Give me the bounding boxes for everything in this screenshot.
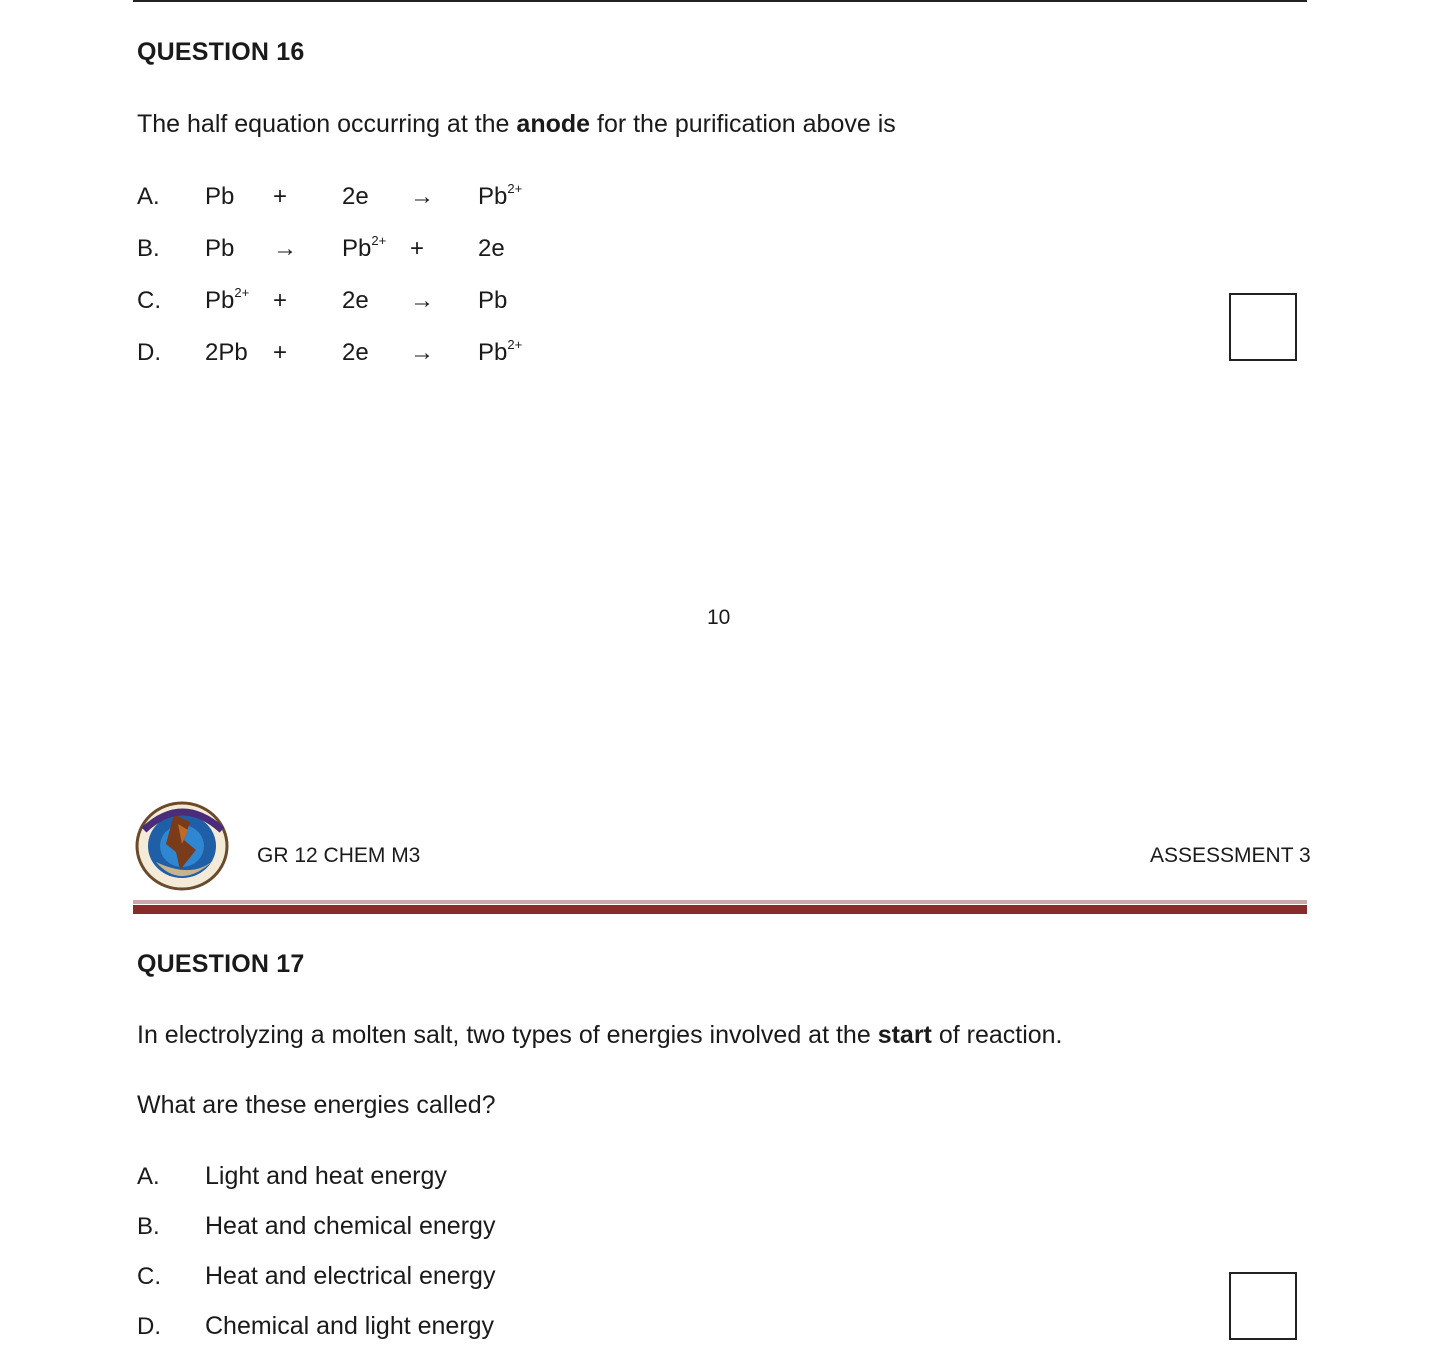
eq-term: Pb: [205, 183, 235, 210]
q17-option-d-letter: D.: [137, 1313, 161, 1340]
q16-option-c-letter: C.: [137, 287, 161, 314]
eq-term: Pb: [478, 287, 508, 314]
eq-term: [478, 183, 522, 211]
stem-text: for the purification above is: [590, 110, 896, 138]
eq-term: 2Pb: [205, 339, 248, 366]
eq-term: 2e: [342, 339, 369, 366]
question-16-stem: [137, 110, 896, 139]
eq-operator: +: [410, 235, 425, 262]
eq-term: [342, 235, 386, 263]
eq-term: [205, 287, 249, 315]
eq-term: [478, 339, 522, 367]
question-17-title: QUESTION 17: [137, 950, 305, 978]
q17-option-b-letter: B.: [137, 1213, 160, 1240]
eq-operator: +: [273, 287, 288, 314]
question-17-stem: [137, 1021, 1063, 1050]
header-assessment: ASSESSMENT 3: [1150, 844, 1311, 867]
question-16-title: QUESTION 16: [137, 38, 305, 66]
stem-bold: anode: [516, 110, 591, 138]
stem-text: The half equation occurring at the: [137, 110, 517, 138]
q17-option-c-text: Heat and electrical energy: [205, 1262, 496, 1290]
eq-term: 2e: [342, 183, 369, 210]
top-rule: [133, 0, 1307, 2]
header-rule: [133, 900, 1307, 914]
eq-term: 2e: [478, 235, 505, 262]
eq-symbol: Pb: [342, 235, 372, 262]
eq-operator: +: [273, 339, 288, 366]
page-number: 10: [707, 606, 731, 629]
q16-option-d-letter: D.: [137, 339, 161, 366]
q17-option-b-text: Heat and chemical energy: [205, 1212, 496, 1240]
eq-charge: 2+: [234, 285, 250, 300]
eq-term: Pb: [205, 235, 235, 262]
q17-option-a-letter: A.: [137, 1163, 160, 1190]
eq-term: 2e: [342, 287, 369, 314]
eq-operator: +: [273, 183, 288, 210]
q17-option-c-letter: C.: [137, 1263, 161, 1290]
school-crest-logo: [134, 800, 230, 892]
eq-arrow: →: [410, 339, 434, 366]
eq-symbol: Pb: [205, 287, 235, 314]
question-17-prompt: What are these energies called?: [137, 1091, 496, 1119]
header-course-code: GR 12 CHEM M3: [257, 844, 421, 867]
eq-arrow: →: [410, 287, 434, 314]
eq-charge: 2+: [507, 337, 523, 352]
stem-text: of reaction.: [931, 1021, 1063, 1049]
stem-bold: start: [877, 1021, 932, 1049]
q16-option-b-letter: B.: [137, 235, 160, 262]
q17-option-d-text: Chemical and light energy: [205, 1312, 495, 1340]
q17-answer-box[interactable]: [1229, 1272, 1297, 1340]
q17-option-a-text: Light and heat energy: [205, 1162, 447, 1190]
eq-symbol: Pb: [478, 183, 508, 210]
eq-arrow: →: [273, 235, 297, 262]
eq-charge: 2+: [371, 233, 387, 248]
q16-answer-box[interactable]: [1229, 293, 1297, 361]
eq-symbol: Pb: [478, 339, 508, 366]
eq-arrow: →: [410, 183, 434, 210]
eq-charge: 2+: [507, 181, 523, 196]
q16-option-a-letter: A.: [137, 183, 160, 210]
stem-text: In electrolyzing a molten salt, two types of energies involved at the: [137, 1021, 878, 1049]
